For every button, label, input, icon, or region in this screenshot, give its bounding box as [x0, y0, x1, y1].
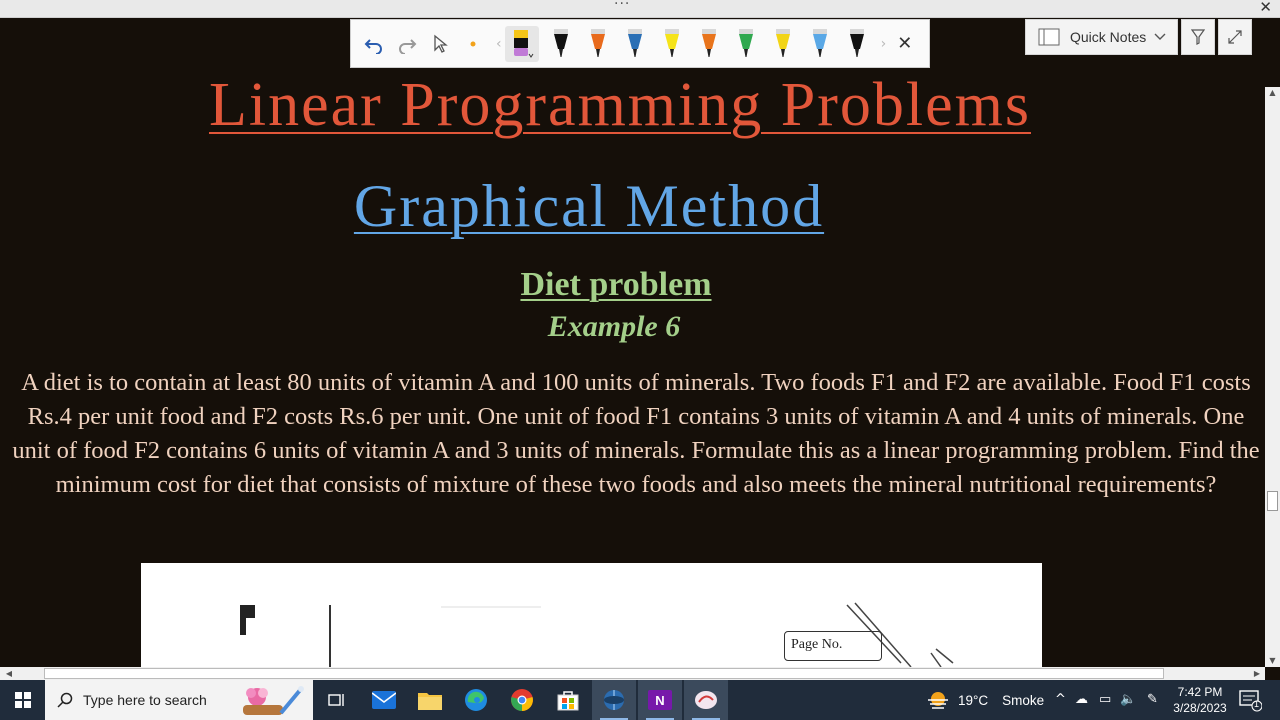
page-number-label: Page No.: [784, 631, 882, 661]
scroll-up-icon[interactable]: ▲: [1269, 88, 1276, 97]
redo-icon: [397, 34, 417, 54]
windows-logo-icon: [15, 692, 31, 708]
store-app[interactable]: [546, 680, 590, 720]
yellow-pen-icon: [772, 29, 794, 59]
yellow-pen-button[interactable]: [767, 24, 799, 64]
cursor-icon: [432, 34, 448, 54]
svg-text:N: N: [655, 693, 665, 708]
orange-pen-button[interactable]: [582, 24, 614, 64]
black-pen-2-icon: [846, 29, 868, 59]
edge-icon: [464, 688, 488, 712]
notification-center-button[interactable]: [1238, 688, 1262, 712]
chrome-icon: [510, 688, 534, 712]
volume-icon[interactable]: 🔈: [1120, 692, 1137, 707]
drag-handle-icon[interactable]: ···: [614, 0, 631, 12]
black-pen-icon: [550, 29, 572, 59]
scroll-right-icon[interactable]: ›: [880, 35, 887, 52]
quick-notes-label: Quick Notes: [1070, 29, 1147, 45]
system-clock[interactable]: [1168, 684, 1232, 716]
notification-count: 1: [1254, 699, 1260, 709]
pen-workspace-icon[interactable]: ✎: [1147, 692, 1158, 707]
laser-dot-icon: [468, 39, 478, 49]
notebook-image: [141, 563, 1042, 667]
expand-button[interactable]: [1218, 19, 1252, 55]
scroll-left-arrow-icon[interactable]: ◀: [5, 669, 13, 678]
orange-pen-2-icon: [698, 29, 720, 59]
weather-description: Smoke: [1002, 692, 1045, 708]
green-pen-icon: [735, 29, 757, 59]
folder-icon: [418, 690, 442, 710]
filter-button[interactable]: [1181, 19, 1215, 55]
show-hidden-icons-icon[interactable]: ^: [1055, 692, 1066, 707]
store-bag-icon: [557, 689, 579, 711]
onedrive-cloud-icon[interactable]: ☁: [1075, 692, 1088, 707]
expand-icon: [1228, 30, 1242, 44]
black-pen-2-button[interactable]: [841, 24, 873, 64]
clock-date: 3/28/2023: [1173, 701, 1227, 715]
weather-temp: 19°C: [958, 692, 989, 708]
example-label: Example 6: [547, 310, 681, 343]
black-pen-button[interactable]: [545, 24, 577, 64]
mail-icon: [372, 691, 396, 709]
lightblue-pen-button[interactable]: [804, 24, 836, 64]
weather-widget[interactable]: [926, 680, 1044, 720]
haze-sun-icon: [926, 690, 950, 710]
redo-button[interactable]: [394, 29, 420, 59]
recorder-globe-icon: [602, 688, 626, 712]
yellow-highlighter-button[interactable]: [656, 24, 688, 64]
window-top-bar: [0, 0, 1280, 18]
battery-icon[interactable]: ▭: [1099, 692, 1112, 707]
scroll-right-arrow-icon[interactable]: ▶: [1253, 669, 1261, 678]
onenote-app[interactable]: [638, 680, 682, 720]
problem-statement: A diet is to contain at least 80 units of vitamin A and 100 units of minerals. Two foods F1 and F2 are available. Food F1 costs Rs.4 per unit food and F2 costs Rs.6 per unit. One unit of food F1 contains 3 units of vitamin A and 4 units of minerals. One unit of food F2 contains 6 units of vitamin A and 3 units of minerals. Formulate this as a linear programming problem. Find the minimum cost for diet that consists of mixture of these two foods and also meets the mineral nutritional requirements?: [12, 369, 1260, 498]
taskbar: [0, 680, 1280, 720]
search-highlight-illustration-icon: [235, 683, 307, 717]
task-view-button[interactable]: [315, 680, 359, 720]
pen-toolbar: [350, 19, 930, 68]
section-title: Diet problem: [520, 266, 712, 303]
clock-time: 7:42 PM: [1177, 685, 1223, 699]
handwritten-marks-icon: [141, 563, 1042, 667]
lightblue-pen-icon: [809, 29, 831, 59]
yellow-highlighter-icon: [661, 29, 683, 59]
file-explorer-app[interactable]: [408, 680, 452, 720]
quick-notes-button[interactable]: [1025, 19, 1178, 55]
mail-app[interactable]: [362, 680, 406, 720]
notebook-icon: [1038, 28, 1060, 46]
onenote-icon: [648, 688, 672, 712]
funnel-icon: [1191, 29, 1205, 45]
laser-pointer-button[interactable]: [460, 29, 486, 59]
close-window-icon[interactable]: ✕: [1259, 0, 1272, 16]
task-view-icon: [328, 692, 346, 708]
color-picker-button[interactable]: [505, 26, 539, 62]
search-icon: [57, 692, 73, 708]
green-pen-button[interactable]: [730, 24, 762, 64]
scroll-left-icon[interactable]: ‹: [496, 35, 502, 52]
orange-pen-2-button[interactable]: [693, 24, 725, 64]
page-title: Linear Programming Problems: [209, 71, 1031, 139]
horizontal-scrollbar[interactable]: [0, 667, 1265, 680]
orange-pen-icon: [587, 29, 609, 59]
undo-button[interactable]: [361, 29, 387, 59]
whiteboard-app[interactable]: [684, 680, 728, 720]
search-placeholder: Type here to search: [83, 692, 207, 708]
screen-recorder-app[interactable]: [592, 680, 636, 720]
blue-pen-button[interactable]: [619, 24, 651, 64]
pen-color-icon: [510, 28, 534, 60]
close-toolbar-icon[interactable]: ✕: [897, 33, 913, 54]
horizontal-scroll-thumb[interactable]: [44, 668, 1164, 679]
chevron-down-icon: [1154, 33, 1166, 41]
undo-icon: [364, 34, 384, 54]
vertical-scroll-thumb[interactable]: [1267, 491, 1278, 511]
whiteboard-icon: [694, 688, 718, 712]
start-button[interactable]: [0, 680, 45, 720]
scroll-down-icon[interactable]: ▼: [1269, 656, 1276, 665]
vertical-scrollbar[interactable]: [1265, 87, 1280, 667]
taskbar-search-box[interactable]: [45, 680, 313, 720]
edge-browser-app[interactable]: [454, 680, 498, 720]
blue-pen-icon: [624, 29, 646, 59]
chrome-browser-app[interactable]: [500, 680, 544, 720]
select-button[interactable]: [427, 29, 453, 59]
page-subtitle: Graphical Method: [353, 173, 825, 239]
